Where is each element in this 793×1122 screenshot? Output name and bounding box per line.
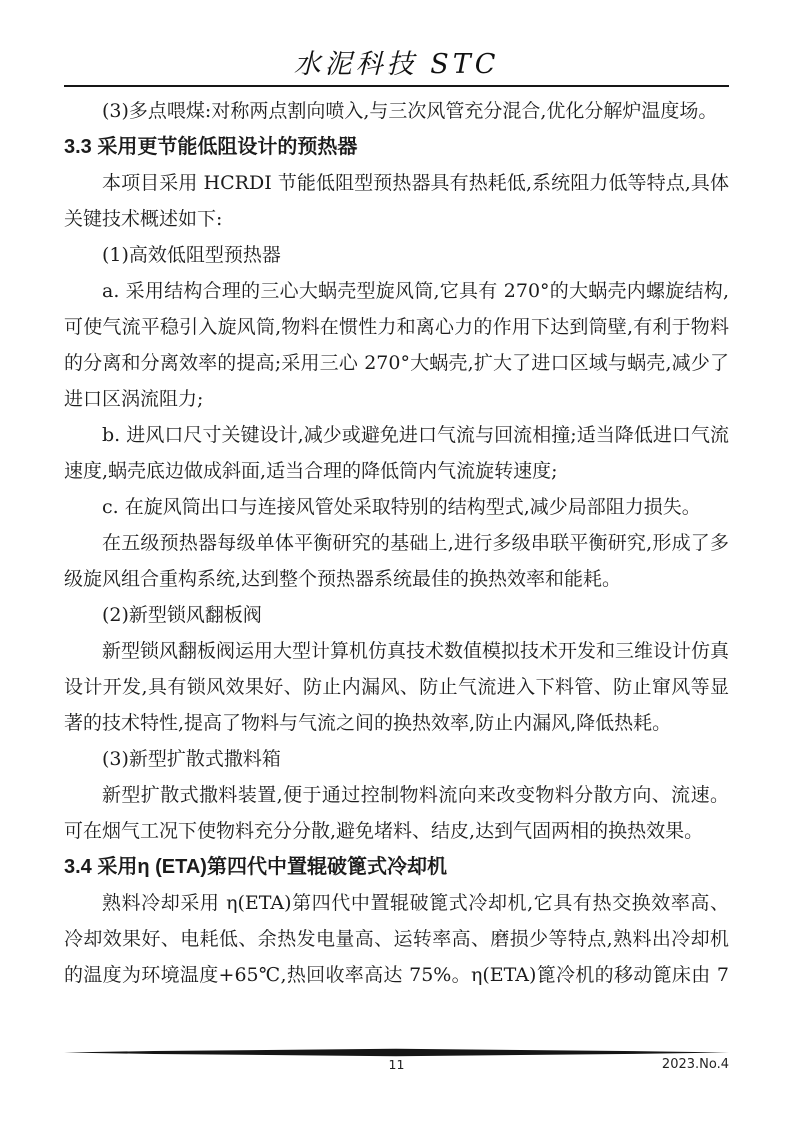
page-number: 11 <box>388 1057 405 1072</box>
body-paragraph: 本项目采用 HCRDI 节能低阻型预热器具有热耗低,系统阻力低等特点,具体关键技术概述如下: <box>64 172 729 230</box>
body-paragraph: (3)多点喂煤:对称两点割向喷入,与三次风管充分混合,优化分解炉温度场。 <box>102 100 718 122</box>
journal-title: 水泥科技 STC <box>293 49 500 80</box>
document-body <box>64 93 729 1033</box>
body-paragraph: b. 进风口尺寸关键设计,减少或避免进口气流与回流相撞;适当降低进口气流速度,蜗壳底边做成斜面,适当合理的降低筒内气流旋转速度; <box>64 424 729 482</box>
body-paragraph: 在五级预热器每级单体平衡研究的基础上,进行多级串联平衡研究,形成了多级旋风组合重构系统,达到整个预热器系统最佳的换热效率和能耗。 <box>64 532 729 590</box>
body-paragraph: 新型扩散式撒料装置,便于通过控制物料流向来改变物料分散方向、流速。可在烟气工况下使物料充分分散,避免堵料、结皮,达到气固两相的换热效果。 <box>64 784 729 842</box>
header-rule <box>64 85 729 87</box>
body-paragraph: 熟料冷却采用 η(ETA)第四代中置辊破篦式冷却机,它具有热交换效率高、冷却效果好、电耗低、余热发电量高、运转率高、磨损少等特点,熟料出冷却机的温度为环境温度+65℃,热回收率高达 75%。η(ETA)篦冷机的移动篦床由 7 <box>64 892 729 986</box>
list-item-3: (3)新型扩散式撒料箱 <box>102 748 281 770</box>
list-item-2: (2)新型锁风翻板阀 <box>102 604 262 626</box>
body-paragraph: 新型锁风翻板阀运用大型计算机仿真技术数值模拟技术开发和三维设计仿真设计开发,具有锁风效果好、防止内漏风、防止气流进入下料管、防止窜风等显著的技术特性,提高了物料与气流之间的换热效率,防止内漏风,降低热耗。 <box>64 640 729 734</box>
body-paragraph: a. 采用结构合理的三心大蜗壳型旋风筒,它具有 270°的大蜗壳内螺旋结构,可使气流平稳引入旋风筒,物料在惯性力和离心力的作用下达到筒壁,有利于物料的分离和分离效率的提高;采用三心 270°大蜗壳,扩大了进口区域与蜗壳,减少了进口区涡流阻力; <box>64 280 729 410</box>
body-paragraph: c. 在旋风筒出口与连接风管处采取特别的结构型式,减少局部阻力损失。 <box>102 496 701 518</box>
section-heading-3-3: 3.3 采用更节能低阻设计的预热器 <box>64 136 358 158</box>
footer-rule <box>64 1048 729 1057</box>
issue-label: 2023.No.4 <box>661 1057 729 1072</box>
section-heading-3-4: 3.4 采用η (ETA)第四代中置辊破篦式冷却机 <box>64 856 447 878</box>
list-item-1: (1)高效低阻型预热器 <box>102 244 281 266</box>
